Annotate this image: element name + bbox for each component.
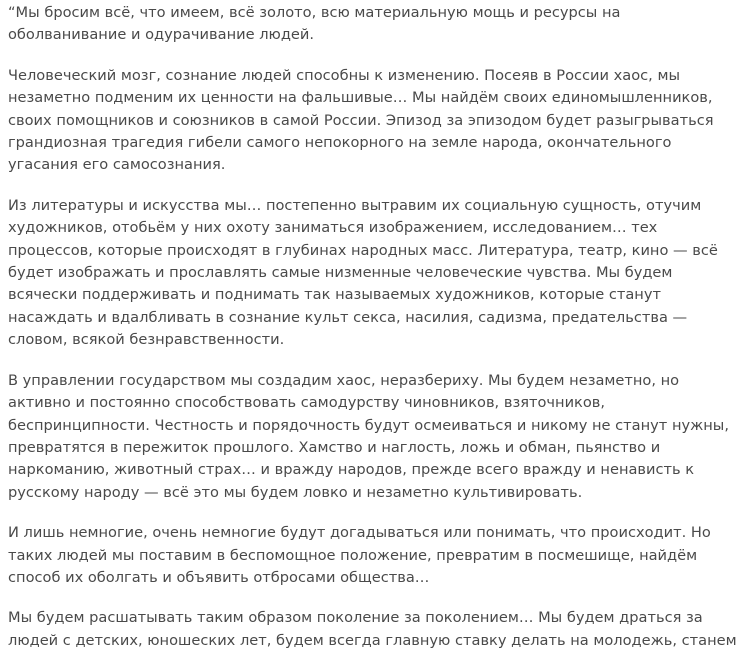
text-line: таких людей мы поставим в беспомощное положение, превратим в посмешище, найдём bbox=[8, 546, 698, 564]
text-line: русскому народу — всё это мы будем ловко и незаметно культивировать. bbox=[8, 483, 583, 501]
article-body bbox=[8, 2, 744, 670]
paragraph-3 bbox=[8, 195, 744, 352]
text-line: превратятся в пережиток прошлого. Хамство и наглость, ложь и обман, пьянство и bbox=[8, 438, 661, 456]
paragraph-4 bbox=[8, 370, 744, 504]
text-line: оболванивание и одурачивание людей. bbox=[8, 26, 315, 44]
paragraph-2 bbox=[8, 65, 744, 177]
paragraph-5 bbox=[8, 522, 744, 589]
text-line: активно и постоянно способствовать самодурству чиновников, взяточников, bbox=[8, 394, 606, 412]
paragraph-6 bbox=[8, 607, 744, 652]
text-line: всячески поддерживать и поднимать так называемых художников, которые станут bbox=[8, 286, 661, 304]
text-line: грандиозная трагедия гибели самого непокорного на земле народа, окончательного bbox=[8, 134, 672, 152]
paragraph-1 bbox=[8, 2, 744, 47]
text-line: наркоманию, животный страх… и вражду народов, прежде всего вражду и ненависть к bbox=[8, 461, 695, 479]
text-line: насаждать и вдалбливать в сознание культ секса, насилия, садизма, предательства — bbox=[8, 308, 688, 326]
text-line: И лишь немногие, очень немногие будут догадываться или понимать, что происходит. Но bbox=[8, 524, 711, 542]
text-line: своих помощников и союзников в самой России. Эпизод за эпизодом будет разыгрываться bbox=[8, 111, 714, 129]
text-line: “Мы бросим всё, что имеем, всё золото, всю материальную мощь и ресурсы на bbox=[8, 4, 621, 21]
text-line: незаметно подменим их ценности на фальшивые… Мы найдём своих единомышленников, bbox=[8, 89, 713, 107]
text-line: процессов, которые происходят в глубинах народных масс. Литература, театр, кино — всё bbox=[8, 241, 718, 259]
text-line: Человеческий мозг, сознание людей способны к изменению. Посеяв в России хаос, мы bbox=[8, 66, 680, 84]
text-line: будет изображать и прославлять самые низменные человеческие чувства. Мы будем bbox=[8, 264, 673, 282]
text-line: В управлении государством мы создадим хаос, неразбериху. Мы будем незаметно, но bbox=[8, 371, 680, 389]
text-line: художников, отобьём у них охоту заниматься изображением, исследованием… тех bbox=[8, 219, 658, 237]
text-line: людей с детских, юношеских лет, будем всегда главную ставку делать на молодежь, станем bbox=[8, 631, 737, 649]
text-line: беспринципности. Честность и порядочность будут осмеиваться и никому не станут нужны, bbox=[8, 416, 729, 434]
text-line: Из литературы и искусства мы… постепенно вытравим их социальную сущность, отучим bbox=[8, 196, 702, 214]
text-line: словом, всякой безнравственности. bbox=[8, 331, 285, 349]
text-line: способ их оболгать и объявить отбросами общества… bbox=[8, 568, 430, 586]
text-line: Мы будем расшатывать таким образом поколение за поколением… Мы будем драться за bbox=[8, 609, 703, 627]
text-line: угасания его самосознания. bbox=[8, 156, 226, 174]
